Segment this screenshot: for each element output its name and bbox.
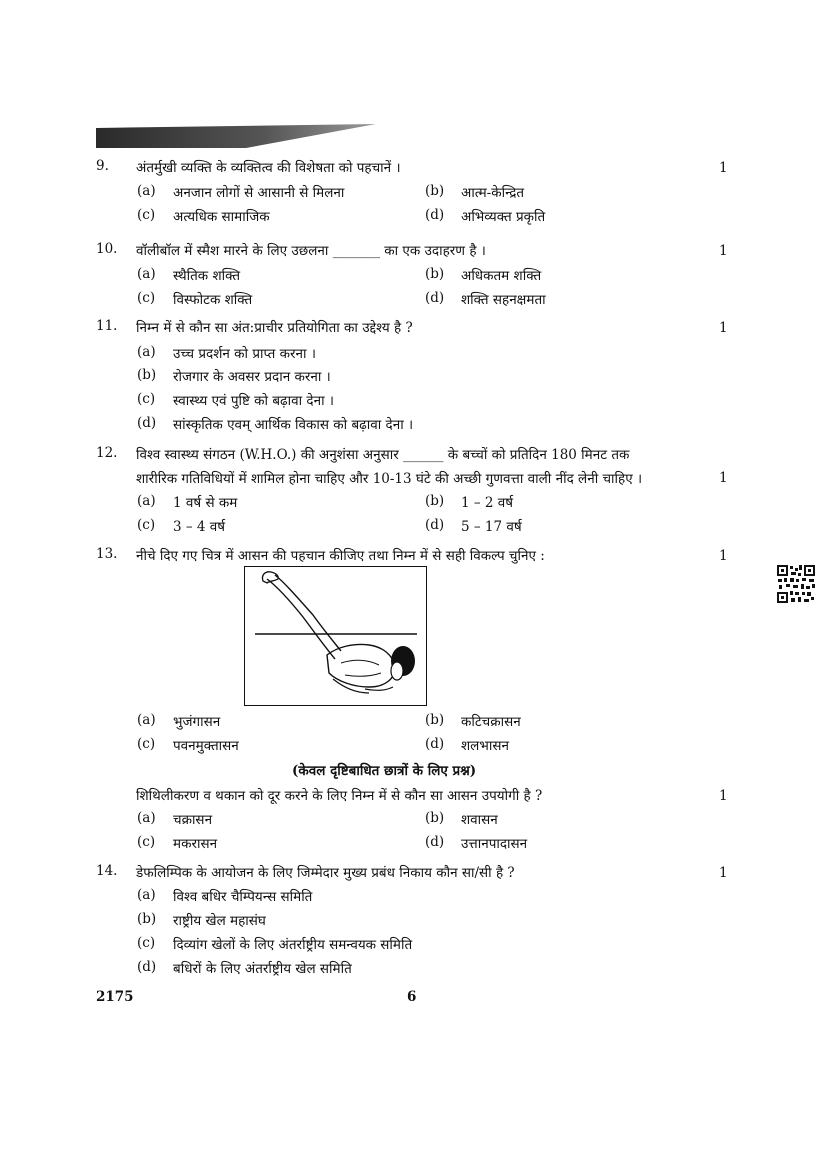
option-label: (d): [425, 207, 445, 223]
option-text: शक्ति सहनक्षमता: [461, 292, 546, 308]
header-bar: [96, 124, 376, 148]
option-label: (a): [137, 712, 156, 728]
asana-illustration: [245, 567, 425, 704]
option-label: (d): [137, 959, 157, 975]
option-label: (d): [425, 517, 445, 533]
option-text: 1 वर्ष से कम: [173, 495, 238, 511]
option-label: (d): [137, 415, 157, 431]
option-text: रोजगार के अवसर प्रदान करना ।: [173, 369, 331, 385]
option-text: अभिव्यक्त प्रकृति: [461, 209, 546, 225]
option-label: (d): [425, 290, 445, 306]
option-label: (c): [137, 391, 156, 407]
option-label: (c): [137, 517, 156, 533]
option-text: विश्व बधिर चैम्पियन्स समिति: [173, 889, 313, 905]
question-text: नीचे दिए गए चित्र में आसन की पहचान कीजिए तथा निम्न में से सही विकल्प चुनिए :: [136, 548, 545, 564]
option-text: पवनमुक्तासन: [173, 738, 239, 754]
question-text: वॉलीबॉल में स्मैश मारने के लिए उछलना _______ का एक उदाहरण है ।: [136, 243, 486, 259]
vi-question-text: शिथिलीकरण व थकान को दूर करने के लिए निम्न में से कौन सा आसन उपयोगी है ?: [136, 788, 543, 804]
option-text: बधिरों के लिए अंतर्राष्ट्रीय खेल समिति: [173, 961, 352, 977]
qr-code-icon: [776, 564, 816, 604]
option-text: स्थैतिक शक्ति: [173, 268, 241, 284]
option-text: 3 – 4 वर्ष: [173, 519, 226, 535]
option-label: (b): [425, 810, 445, 826]
question-text: निम्न में से कौन सा अंत:प्राचीर प्रतियोगिता का उद्देश्य है ?: [136, 320, 413, 336]
question-text-line2: शारीरिक गतिविधियों में शामिल होना चाहिए और 10-13 घंटे की अच्छी गुणवत्ता वाली नींद लेनी चाहिए ।: [136, 471, 643, 487]
option-label: (c): [137, 207, 156, 223]
question-marks: 1: [719, 160, 728, 176]
question-marks: 1: [719, 548, 728, 564]
option-text: राष्ट्रीय खेल महासंघ: [173, 913, 266, 929]
option-label: (b): [425, 183, 445, 199]
question-marks: 1: [719, 470, 728, 486]
option-label: (a): [137, 183, 156, 199]
option-text: 1 – 2 वर्ष: [461, 495, 514, 511]
vi-question-marks: 1: [719, 788, 728, 804]
option-label: (a): [137, 810, 156, 826]
option-label: (b): [137, 911, 157, 927]
paper-code: 2175: [96, 989, 134, 1005]
page-number: 6: [407, 989, 417, 1005]
option-text: चक्रासन: [173, 812, 213, 828]
option-text: दिव्यांग खेलों के लिए अंतर्राष्ट्रीय समन्वयक समिति: [173, 937, 413, 953]
option-label: (a): [137, 344, 156, 360]
option-label: (d): [425, 736, 445, 752]
question-number: 13.: [96, 546, 118, 562]
question-text: डेफलिम्पिक के आयोजन के लिए जिम्मेदार मुख्य प्रबंध निकाय कौन सा/सी है ?: [136, 865, 515, 881]
option-text: अनजान लोगों से आसानी से मिलना: [173, 185, 345, 201]
option-text: उत्तानपादासन: [461, 836, 528, 852]
option-text: अधिकतम शक्ति: [461, 268, 542, 284]
option-text: सांस्कृतिक एवम् आर्थिक विकास को बढ़ावा देना ।: [173, 417, 414, 433]
question-number: 10.: [96, 241, 118, 257]
question-number: 11.: [96, 318, 118, 334]
asana-figure: [244, 566, 427, 706]
option-label: (b): [425, 493, 445, 509]
option-text: 5 – 17 वर्ष: [461, 519, 522, 535]
option-label: (c): [137, 935, 156, 951]
option-label: (b): [425, 712, 445, 728]
option-label: (a): [137, 493, 156, 509]
option-text: विस्फोटक शक्ति: [173, 292, 253, 308]
question-number: 14.: [96, 863, 118, 879]
option-label: (c): [137, 290, 156, 306]
option-text: मकरासन: [173, 836, 218, 852]
vi-heading: (केवल दृष्टिबाधित छात्रों के लिए प्रश्न): [292, 763, 477, 779]
question-marks: 1: [719, 243, 728, 259]
question-text: अंतर्मुखी व्यक्ति के व्यक्तित्व की विशेषता को पहचानें ।: [136, 160, 401, 176]
option-text: उच्च प्रदर्शन को प्राप्त करना ।: [173, 346, 316, 362]
option-label: (a): [137, 266, 156, 282]
question-text-line1: विश्व स्वास्थ्य संगठन (W.H.O.) की अनुशंसा अनुसार ______ के बच्चों को प्रतिदिन 180 मिनट तक: [136, 447, 630, 463]
question-number: 9.: [96, 158, 109, 174]
option-text: अत्यधिक सामाजिक: [173, 209, 270, 225]
question-number: 12.: [96, 445, 118, 461]
option-text: आत्म-केन्द्रित: [461, 185, 525, 201]
option-text: भुजंगासन: [173, 714, 221, 730]
question-marks: 1: [719, 320, 728, 336]
option-label: (b): [137, 367, 157, 383]
option-text: स्वास्थ्य एवं पुष्टि को बढ़ावा देना ।: [173, 393, 334, 409]
option-text: कटिचक्रासन: [461, 714, 521, 730]
option-label: (a): [137, 887, 156, 903]
option-label: (c): [137, 736, 156, 752]
option-text: शलभासन: [461, 738, 509, 754]
option-label: (d): [425, 834, 445, 850]
question-marks: 1: [719, 865, 728, 881]
option-text: शवासन: [461, 812, 498, 828]
option-label: (c): [137, 834, 156, 850]
option-label: (b): [425, 266, 445, 282]
